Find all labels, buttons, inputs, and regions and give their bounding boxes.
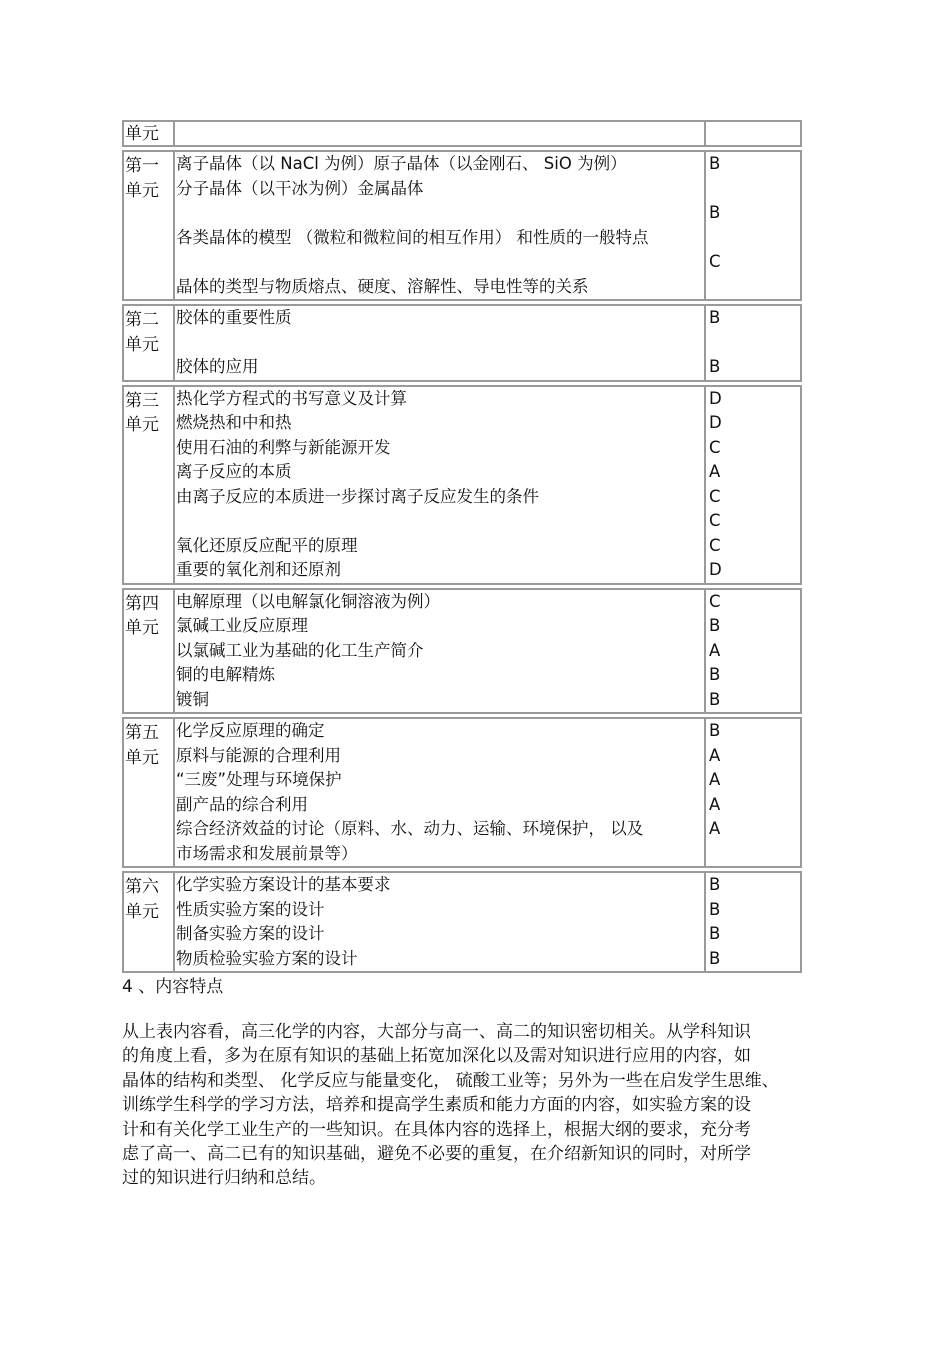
row-grade: B <box>709 924 721 943</box>
table-row <box>176 306 800 331</box>
row-content: 化学反应原理的确定 <box>176 721 325 740</box>
row-grade: B <box>709 875 721 894</box>
row-content: 副产品的综合利用 <box>176 794 308 814</box>
unit-label-line1: 第二 <box>125 310 159 330</box>
unit-block <box>122 150 802 301</box>
unit-block <box>122 385 802 585</box>
row-grade: A <box>709 640 721 660</box>
unit-label <box>124 875 173 924</box>
row-grade: B <box>709 948 721 968</box>
row-content: 铜的电解精炼 <box>176 665 275 684</box>
row-content: 由离子反应的本质进一步探讨离子反应发生的条件 <box>176 486 539 506</box>
row-grade: B <box>709 203 721 222</box>
row-content: 胶体的应用 <box>176 357 259 376</box>
row-content: 晶体的类型与物质熔点、硬度、溶解性、导电性等的关系 <box>176 276 589 296</box>
table-row <box>176 639 800 664</box>
table-row <box>176 688 800 713</box>
row-content: 离子反应的本质 <box>176 462 292 481</box>
table-row <box>176 873 800 898</box>
unit-label-line2: 单元 <box>125 618 159 638</box>
table-header-row <box>122 120 802 147</box>
unit-label <box>124 592 173 641</box>
table-row <box>176 817 800 842</box>
table-row <box>176 509 800 534</box>
paragraph-line: 虑了高一、高二已有的知识基础，避免不必要的重复，在介绍新知识的同时，对所学 <box>122 1143 751 1164</box>
section-heading: 4 、内容特点 <box>122 977 224 997</box>
table-row <box>176 534 800 559</box>
table-row <box>176 590 800 615</box>
table-row <box>176 436 800 461</box>
paragraph-line: 训练学生科学的学习方法，培养和提高学生素质和能力方面的内容，如实验方案的设 <box>122 1095 751 1116</box>
row-content: 各类晶体的模型 （微粒和微粒间的相互作用） 和性质的一般特点 <box>176 227 649 247</box>
table-row <box>176 744 800 769</box>
unit-label-line2: 单元 <box>125 180 159 201</box>
table-row <box>176 152 800 177</box>
row-content: 市场需求和发展前景等） <box>176 843 358 863</box>
row-content: 氯碱工业反应原理 <box>176 616 308 635</box>
row-grade: B <box>709 899 721 919</box>
paragraph-line: 计和有关化学工业生产的一些知识。在具体内容的选择上，根据大纲的要求，充分考 <box>122 1119 751 1140</box>
unit-label <box>124 721 173 770</box>
table-row <box>176 331 800 356</box>
row-content: 制备实验方案的设计 <box>176 924 325 943</box>
row-content: “三废”处理与环境保护 <box>176 770 342 789</box>
unit-label-line1: 第五 <box>125 723 159 743</box>
unit-label <box>124 389 173 438</box>
row-grade: C <box>709 486 721 506</box>
row-grade: B <box>709 665 721 684</box>
row-grade: A <box>709 770 721 789</box>
row-grade: D <box>709 560 722 579</box>
row-grade: B <box>709 357 721 376</box>
table-row <box>176 485 800 510</box>
table-row <box>176 842 800 867</box>
table-row <box>176 768 800 793</box>
table-row <box>176 719 800 744</box>
table-row <box>176 275 800 300</box>
unit-label-line1: 第六 <box>125 877 159 897</box>
row-content: 离子晶体（以 NaCl 为例）原子晶体（以金刚石、 SiO 为例） <box>176 154 627 173</box>
unit-label-line1: 第三 <box>125 390 159 411</box>
paragraph-line: 过的知识进行归纳和总结。 <box>122 1168 326 1189</box>
row-grade: A <box>709 462 721 481</box>
row-content: 综合经济效益的讨论（原料、水、动力、运输、环境保护， 以及 <box>176 819 644 838</box>
row-content: 镀铜 <box>176 689 209 709</box>
unit-label <box>124 154 173 203</box>
header-unit-label: 单元 <box>125 124 159 144</box>
unit-block <box>122 588 802 715</box>
row-content: 氧化还原反应配平的原理 <box>176 535 358 555</box>
row-content: 电解原理（以电解氯化铜溶液为例） <box>176 591 440 611</box>
table-row <box>176 663 800 688</box>
row-grade: B <box>709 721 721 740</box>
row-grade: D <box>709 413 722 432</box>
row-content: 热化学方程式的书写意义及计算 <box>176 388 407 408</box>
unit-label <box>124 308 173 357</box>
row-content: 物质检验实验方案的设计 <box>176 948 358 968</box>
row-grade: C <box>709 535 721 555</box>
row-content: 性质实验方案的设计 <box>176 899 325 919</box>
table-row <box>176 226 800 251</box>
row-grade: C <box>709 511 721 530</box>
row-grade: D <box>709 388 722 408</box>
unit-block <box>122 304 802 382</box>
row-content: 原料与能源的合理利用 <box>176 745 341 765</box>
row-grade: B <box>709 154 721 173</box>
row-content: 胶体的重要性质 <box>176 308 292 327</box>
row-content: 燃烧热和中和热 <box>176 413 292 432</box>
paragraph-line: 晶体的结构和类型、 化学反应与能量变化， 硫酸工业等；另外为一些在启发学生思维、 <box>122 1070 779 1091</box>
row-content: 分子晶体（以干冰为例）金属晶体 <box>176 178 424 198</box>
table-row <box>176 387 800 412</box>
content-paragraph <box>122 1020 822 1191</box>
table-row <box>176 250 800 275</box>
table-row <box>176 922 800 947</box>
unit-label-line2: 单元 <box>125 415 159 435</box>
row-grade: B <box>709 689 721 709</box>
unit-label-line1: 第一 <box>125 156 159 176</box>
row-content: 重要的氧化剂和还原剂 <box>176 560 341 579</box>
table-row <box>176 201 800 226</box>
table-row <box>176 793 800 818</box>
unit-block <box>122 871 802 973</box>
table-row <box>176 898 800 923</box>
paragraph-line: 的角度上看，多为在原有知识的基础上拓宽加深化以及需对知识进行应用的内容，如 <box>122 1046 751 1067</box>
row-grade: B <box>709 616 721 635</box>
row-grade: C <box>709 437 721 457</box>
table-row <box>176 177 800 202</box>
unit-label-line2: 单元 <box>125 901 159 922</box>
row-grade: A <box>709 745 721 765</box>
row-content: 使用石油的利弊与新能源开发 <box>176 437 391 457</box>
row-grade: C <box>709 591 721 611</box>
unit-label-line2: 单元 <box>125 747 159 768</box>
table-row <box>176 558 800 583</box>
row-content: 以氯碱工业为基础的化工生产简介 <box>176 640 424 660</box>
paragraph-line: 从上表内容看，高三化学的内容，大部分与高一、高二的知识密切相关。从学科知识 <box>122 1022 751 1042</box>
row-content: 化学实验方案设计的基本要求 <box>176 875 391 894</box>
row-grade: B <box>709 308 721 327</box>
table-row <box>176 355 800 380</box>
table-row <box>176 460 800 485</box>
row-grade: A <box>709 794 721 814</box>
table-row <box>176 947 800 972</box>
unit-label-line1: 第四 <box>125 593 159 614</box>
table-row <box>176 411 800 436</box>
table-row <box>176 614 800 639</box>
row-grade: C <box>709 252 721 271</box>
row-grade: A <box>709 819 721 838</box>
unit-block <box>122 717 802 868</box>
unit-table <box>122 120 802 976</box>
unit-label-line2: 单元 <box>125 334 159 355</box>
